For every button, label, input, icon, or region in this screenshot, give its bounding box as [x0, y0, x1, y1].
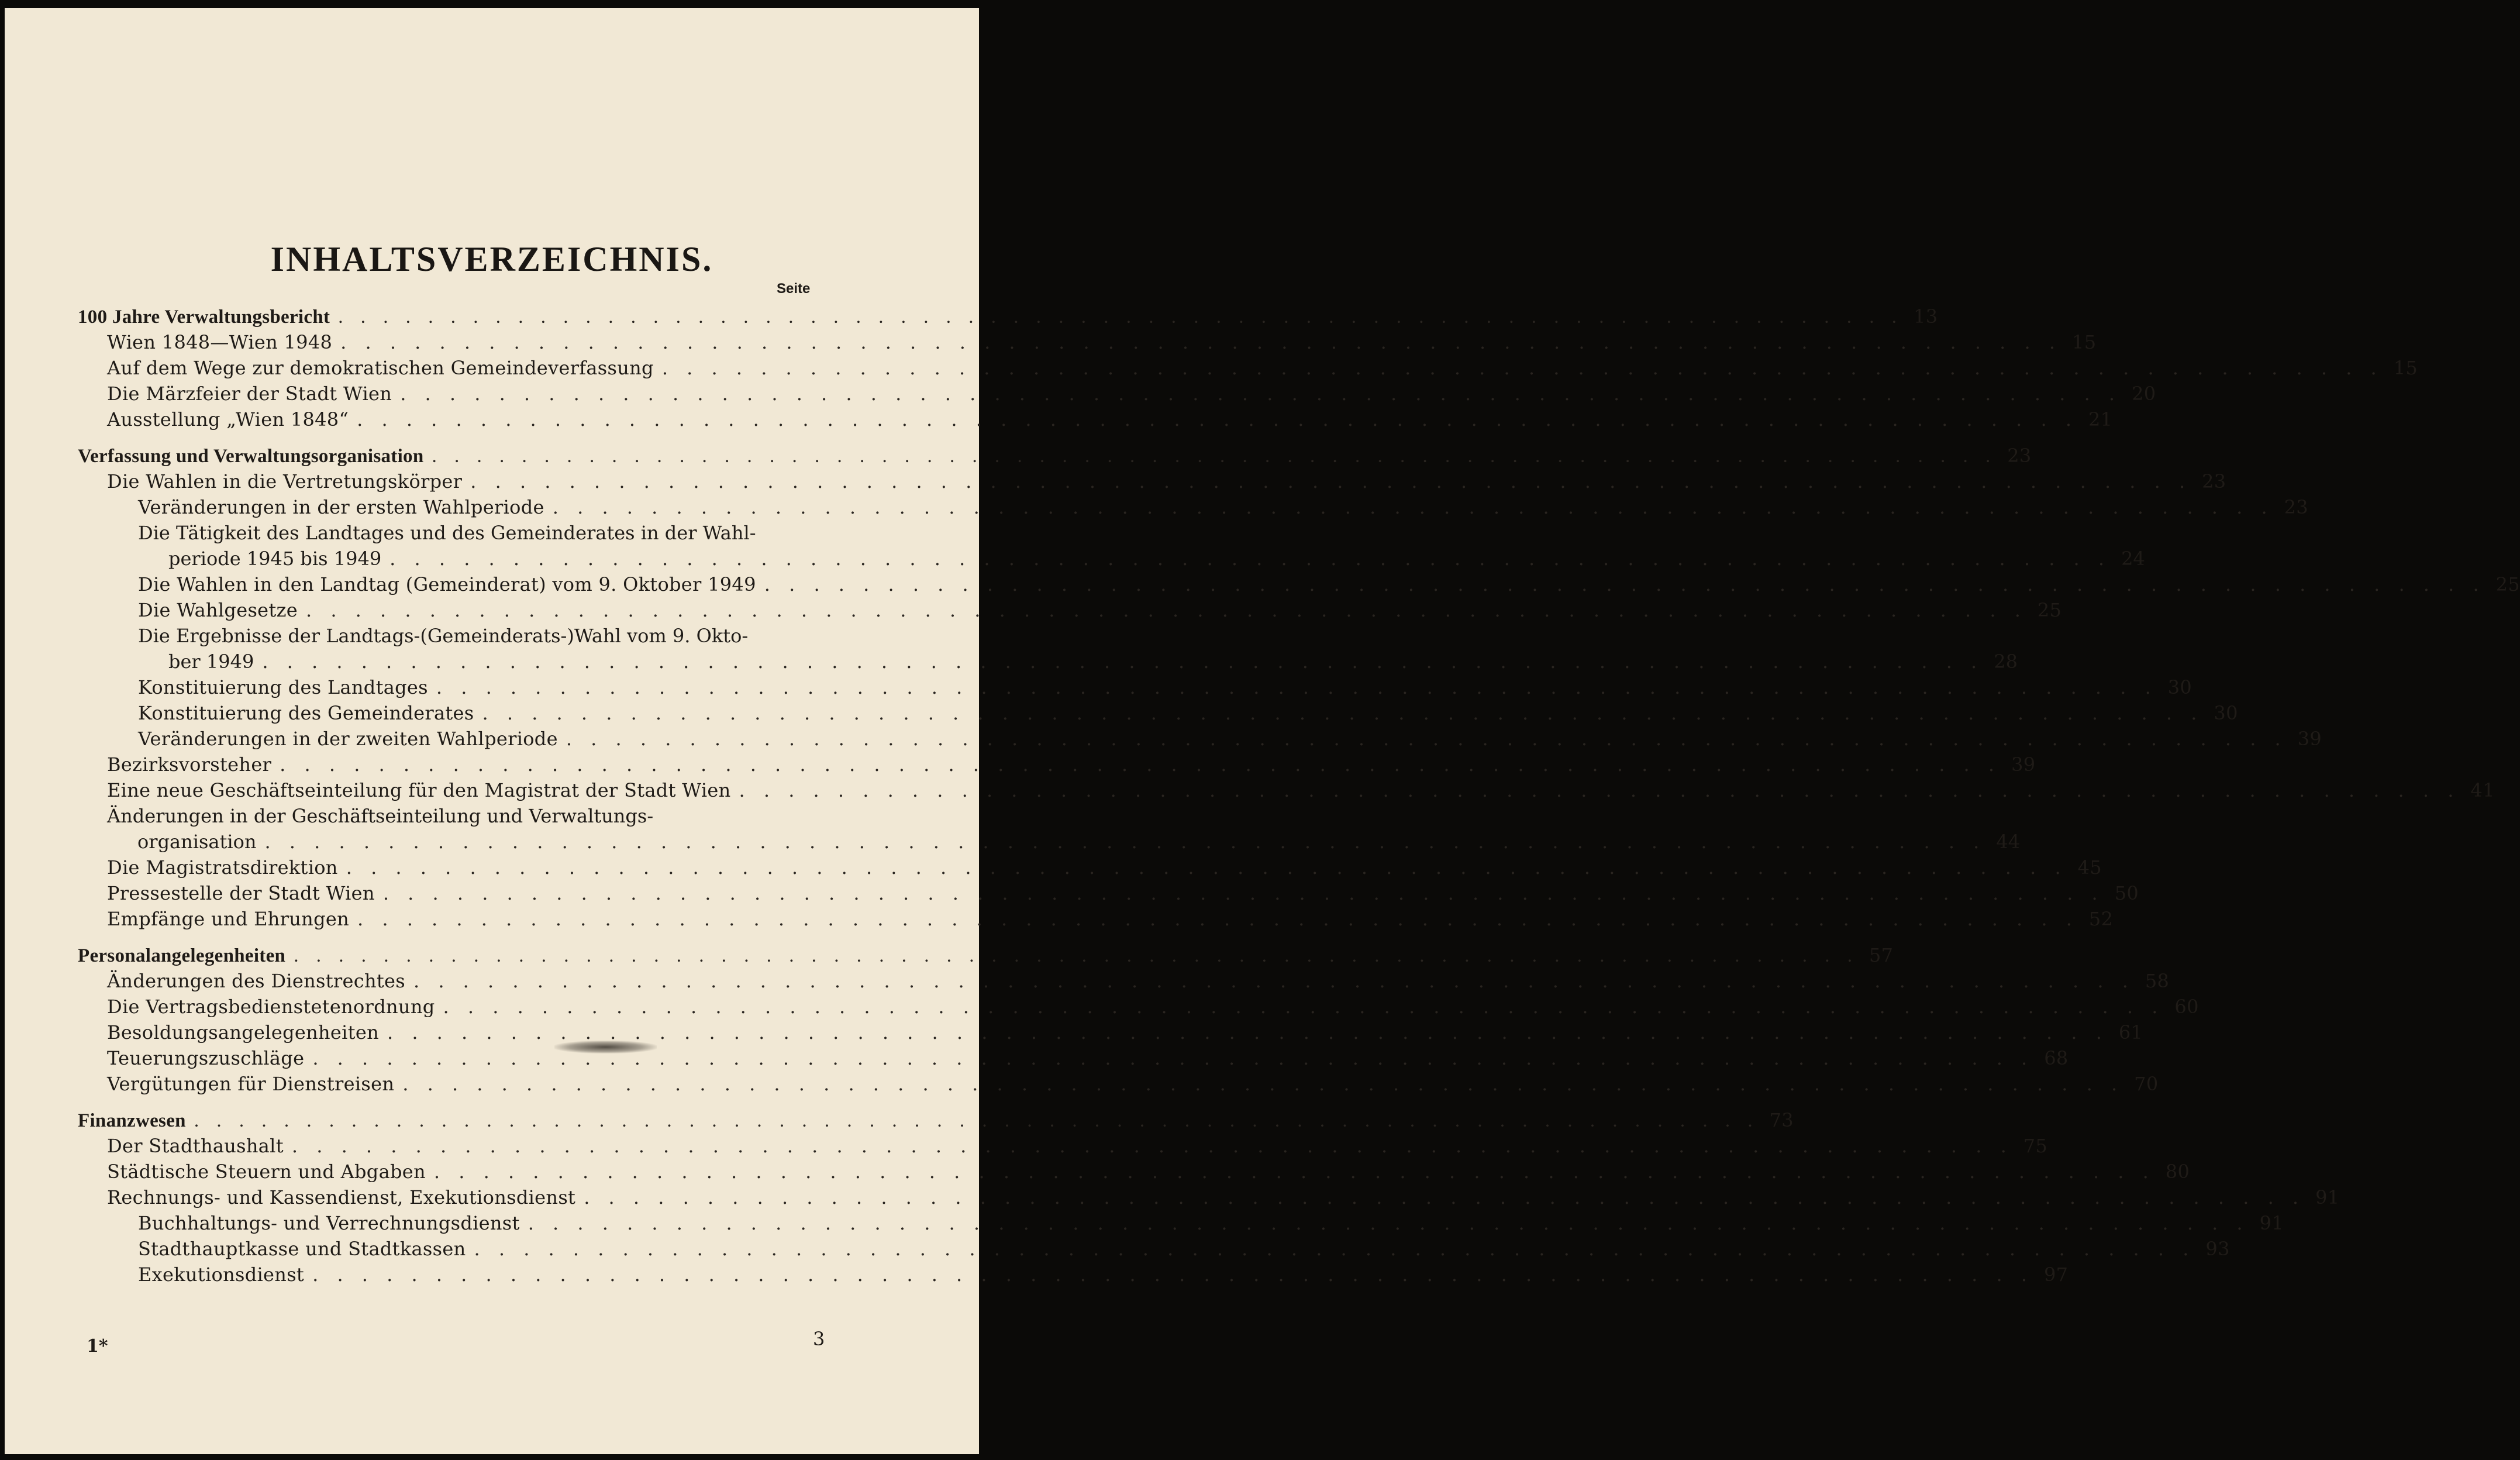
table-of-contents — [78, 304, 2520, 1287]
dot-leader — [357, 407, 2078, 432]
toc-entry-title: Veränderungen in der ersten Wahlperiode — [138, 496, 544, 518]
toc-entry — [78, 777, 2495, 803]
toc-entry — [78, 1020, 2143, 1045]
dot-leader — [764, 571, 2485, 597]
dot-leader — [338, 304, 1903, 330]
toc-chapter-title: Finanzwesen — [78, 1110, 186, 1131]
toc-entry-page: 93 — [2205, 1238, 2230, 1260]
toc-entry-title: Buchhaltungs- und Verrechnungsdienst — [138, 1212, 520, 1234]
toc-entry — [78, 381, 2156, 407]
toc-entry-page: 70 — [2134, 1073, 2159, 1095]
dot-leader — [264, 829, 1985, 855]
dot-leader — [402, 1071, 2123, 1097]
toc-section — [78, 1097, 2340, 1287]
dot-leader — [470, 469, 2191, 494]
toc-entry-page: 45 — [2077, 856, 2102, 879]
toc-entry-title: Eine neue Geschäftseinteilung für den Magistrat der Stadt Wien — [107, 779, 731, 801]
toc-entry-page: 21 — [2088, 408, 2113, 431]
dot-leader — [194, 1108, 1759, 1134]
toc-entry-page: 61 — [2118, 1021, 2143, 1044]
toc-entry-title: Die Ergebnisse der Landtags-(Gemeinderats-)Wahl vom 9. Okto- — [138, 625, 749, 647]
toc-entry-title: Konstituierung des Gemeinderates — [138, 702, 474, 724]
toc-entry-page: 60 — [2174, 996, 2199, 1018]
toc-entry-page: 58 — [2145, 970, 2170, 992]
toc-entry — [78, 700, 2238, 726]
toc-entry — [78, 520, 2145, 571]
toc-entry — [78, 597, 2062, 623]
toc-entry-page: 23 — [2202, 470, 2226, 493]
ink-smudge — [554, 1041, 657, 1053]
toc-entry-page: 23 — [2284, 496, 2308, 518]
toc-entry-title: Die Wahlen in die Vertretungskörper — [107, 470, 463, 493]
dot-leader — [739, 777, 2460, 803]
toc-entry-title: Bezirksvorsteher — [107, 753, 272, 776]
toc-entry-page: 15 — [2072, 331, 2097, 353]
dot-leader — [436, 674, 2157, 700]
toc-chapter — [78, 443, 2032, 469]
toc-entry — [78, 407, 2113, 432]
toc-entry-page: 30 — [2214, 702, 2238, 724]
toc-entry-title-continued: periode 1945 bis 1949 — [168, 548, 382, 570]
dot-leader — [474, 1236, 2195, 1262]
toc-entry — [78, 674, 2192, 700]
toc-entry-page: 24 — [2121, 548, 2145, 570]
toc-entry-page: 39 — [2011, 753, 2036, 776]
toc-section — [78, 304, 2418, 432]
toc-entry-title: Vergütungen für Dienstreisen — [107, 1073, 395, 1095]
page-title: INHALTSVERZEICHNIS. — [270, 240, 713, 278]
page-number: 3 — [813, 1328, 825, 1350]
toc-entry-page: 44 — [1996, 831, 2021, 853]
toc-entry-title: Veränderungen in der zweiten Wahlperiode — [138, 728, 558, 750]
toc-chapter-title: Verfassung und Verwaltungsorganisation — [78, 446, 424, 467]
toc-entry-page: 13 — [1914, 305, 1938, 328]
toc-entry — [78, 1184, 2340, 1210]
toc-chapter — [78, 304, 1938, 329]
dot-leader — [306, 597, 2027, 623]
toc-entry-title-continued: ber 1949 — [168, 650, 254, 673]
toc-chapter-title: 100 Jahre Verwaltungsbericht — [78, 307, 330, 328]
toc-entry-title: Die Märzfeier der Stadt Wien — [107, 383, 392, 405]
toc-entry-page: 28 — [1994, 650, 2018, 673]
toc-entry — [78, 752, 2036, 777]
toc-chapter-title: Personalangelegenheiten — [78, 945, 286, 966]
toc-entry-page: 30 — [2167, 676, 2192, 698]
toc-entry — [78, 494, 2308, 520]
dot-leader — [443, 994, 2164, 1020]
toc-entry-title: Konstituierung des Landtages — [138, 676, 428, 698]
dot-leader — [432, 443, 1997, 469]
document-page — [5, 8, 2520, 1454]
dot-leader — [389, 546, 2111, 571]
toc-entry-page: 50 — [2114, 882, 2139, 904]
dot-leader — [584, 1184, 2305, 1210]
toc-entry — [78, 726, 2322, 752]
toc-entry-title-continued: organisation — [137, 831, 257, 853]
toc-entry-page: 97 — [2043, 1263, 2069, 1286]
toc-entry — [78, 623, 2018, 674]
toc-entry-page: 91 — [2315, 1186, 2340, 1208]
dot-leader — [340, 329, 2061, 355]
toc-entry — [78, 1262, 2069, 1287]
toc-entry — [78, 1210, 2284, 1236]
toc-entry — [78, 994, 2199, 1020]
toc-entry-title: Rechnungs- und Kassendienst, Exekutionsdienst — [107, 1186, 576, 1208]
toc-entry — [78, 880, 2139, 906]
toc-entry — [78, 1071, 2159, 1097]
toc-entry-title: Pressestelle der Stadt Wien — [107, 882, 375, 904]
toc-section — [78, 432, 2520, 932]
dot-leader — [346, 855, 2067, 880]
toc-entry-page: 80 — [2165, 1161, 2190, 1183]
page-column-header: Seite — [777, 281, 811, 297]
toc-entry-page: 68 — [2044, 1047, 2069, 1069]
dot-leader — [383, 880, 2104, 906]
toc-entry-title: Teuerungszuschläge — [107, 1047, 305, 1069]
toc-entry — [78, 968, 2170, 994]
sheet-signature: 1* — [87, 1336, 108, 1356]
toc-entry-title: Die Magistratsdirektion — [107, 856, 338, 879]
toc-entry — [78, 1159, 2190, 1184]
toc-entry — [78, 855, 2102, 880]
toc-entry-title: Wien 1848—Wien 1948 — [107, 331, 333, 353]
toc-entry-title: Auf dem Wege zur demokratischen Gemeindeverfassung — [107, 357, 654, 379]
toc-entry — [78, 1133, 2048, 1159]
toc-entry-title: Änderungen in der Geschäftseinteilung und Verwaltungs- — [107, 805, 654, 827]
toc-entry-page: 73 — [1769, 1109, 1794, 1131]
toc-entry-title: Stadthauptkasse und Stadtkassen — [138, 1238, 466, 1260]
toc-entry — [78, 571, 2520, 597]
toc-chapter — [78, 942, 1894, 968]
dot-leader — [528, 1210, 2249, 1236]
toc-entry-page: 91 — [2259, 1212, 2284, 1234]
toc-entry-page: 23 — [2007, 445, 2032, 467]
toc-entry-title: Änderungen des Dienstrechtes — [107, 970, 405, 992]
toc-entry-page: 41 — [2470, 779, 2495, 801]
toc-entry-title: Besoldungsangelegenheiten — [107, 1021, 379, 1044]
toc-chapter — [78, 1107, 1794, 1133]
dot-leader — [280, 752, 2001, 777]
dot-leader — [400, 381, 2121, 407]
toc-entry-title: Empfänge und Ehrungen — [107, 908, 350, 930]
toc-entry-page: 75 — [2023, 1135, 2048, 1157]
toc-entry-title: Die Tätigkeit des Landtages und des Gemeinderates in der Wahl- — [138, 522, 756, 544]
dot-leader — [482, 700, 2204, 726]
dot-leader — [434, 1159, 2155, 1184]
toc-entry-page: 25 — [2037, 599, 2062, 621]
toc-entry-page: 52 — [2088, 908, 2114, 930]
dot-leader — [262, 649, 1983, 674]
toc-section — [78, 932, 2199, 1097]
toc-entry-title: Der Stadthaushalt — [107, 1135, 284, 1157]
dot-leader — [662, 355, 2383, 381]
dot-leader — [413, 968, 2135, 994]
dot-leader — [566, 726, 2287, 752]
toc-entry-page: 15 — [2393, 357, 2418, 379]
toc-entry — [78, 355, 2418, 381]
toc-entry-title: Exekutionsdienst — [138, 1263, 305, 1286]
dot-leader — [553, 494, 2274, 520]
toc-entry-title: Städtische Steuern und Abgaben — [107, 1161, 426, 1183]
toc-entry-title: Die Wahlen in den Landtag (Gemeinderat) vom 9. Oktober 1949 — [138, 573, 756, 595]
toc-entry-title: Die Wahlgesetze — [138, 599, 298, 621]
toc-entry-title: Ausstellung „Wien 1848“ — [107, 408, 349, 431]
dot-leader — [292, 1133, 2013, 1159]
toc-entry-page: 57 — [1869, 944, 1894, 966]
toc-entry — [78, 469, 2226, 494]
toc-entry — [78, 329, 2097, 355]
toc-entry-page: 39 — [2297, 728, 2322, 750]
dot-leader — [312, 1262, 2033, 1287]
toc-entry — [78, 803, 2021, 855]
toc-entry — [78, 906, 2114, 932]
dot-leader — [357, 906, 2078, 932]
toc-entry-page: 20 — [2132, 383, 2156, 405]
dot-leader — [294, 943, 1859, 969]
toc-entry-title: Die Vertragsbedienstetenordnung — [107, 996, 435, 1018]
toc-entry — [78, 1236, 2230, 1262]
toc-entry — [78, 1045, 2069, 1071]
toc-entry-page: 25 — [2495, 573, 2520, 595]
